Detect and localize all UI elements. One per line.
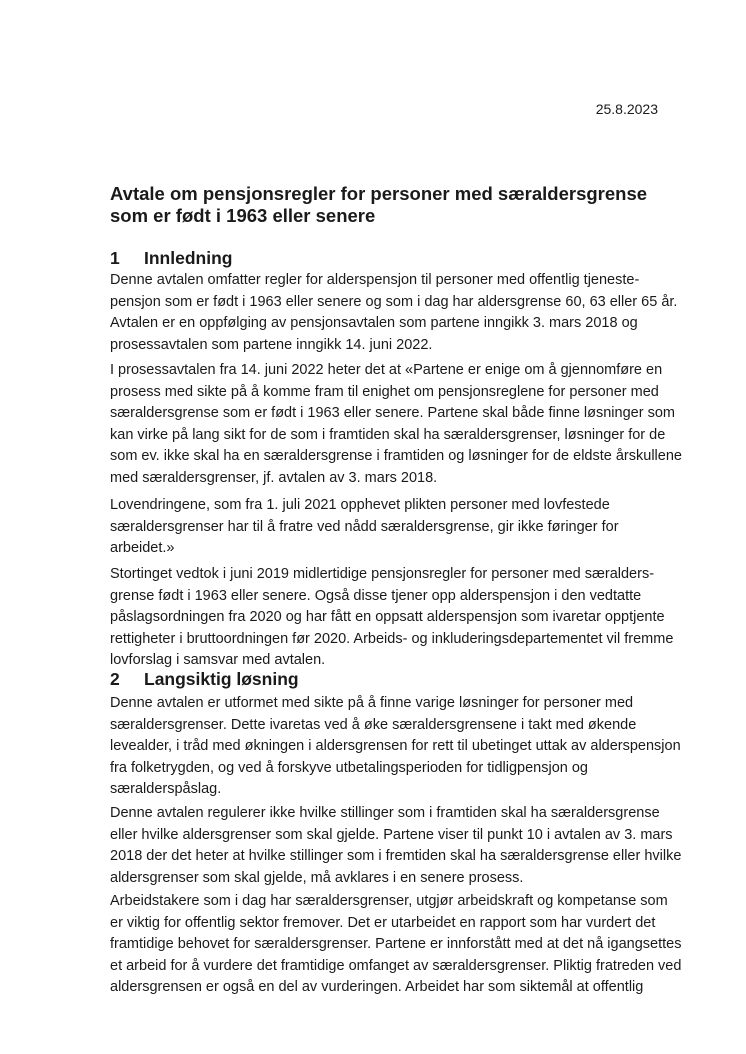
section-title: Langsiktig løsning	[144, 669, 299, 689]
document-date: 25.8.2023	[595, 101, 658, 117]
paragraph-line: påslagsordningen fra 2020 og har fått en oppsatt alderspensjon som ivaretar opptjente	[110, 609, 665, 625]
paragraph-line: Arbeidstakere som i dag har særaldersgrenser, utgjør arbeidskraft og kompetanse som	[110, 893, 668, 909]
paragraph	[110, 564, 674, 672]
paragraph	[110, 693, 681, 801]
paragraph-line: med særaldersgrenser, jf. avtalen av 3. mars 2018.	[110, 469, 438, 486]
paragraph-line: prosessavtalen som partene inngikk 14. juni 2022.	[110, 336, 433, 353]
title-line: Avtale om pensjonsregler for personer med særaldersgrense	[110, 183, 648, 204]
paragraph-line: Lovendringene, som fra 1. juli 2021 opphevet plikten personer med lovfestede	[110, 497, 610, 513]
paragraph-line: rettigheter i bruttoordningen før 2020. Arbeids- og inkluderingsdepartementet vil fremme	[110, 630, 674, 647]
paragraph-line: pensjon som er født i 1963 eller senere og som i dag har aldersgrense 60, 63 eller 65 år.	[110, 293, 678, 310]
paragraph-line: framtidige behovet for særaldersgrenser. Partene er innforstått med at det nå igangsettes	[110, 936, 682, 952]
paragraph-line: fra folketrygden, og ved å forskyve utbetalingsperioden for tidligpensjon og	[110, 759, 588, 776]
paragraph-line: særalderspåslag.	[110, 781, 222, 797]
section-number: 1	[110, 248, 120, 268]
paragraph-line: Denne avtalen er utformet med sikte på å finne varige løsninger for personer med	[110, 695, 634, 711]
section-heading-langsiktig-losning	[110, 668, 299, 690]
paragraph	[110, 891, 682, 999]
paragraph-line: arbeidet.»	[110, 540, 175, 556]
paragraph-line: I prosessavtalen fra 14. juni 2022 heter det at «Partene er enige om å gjennomføre en	[110, 362, 663, 378]
paragraph-line: et arbeid for å vurdere det framtidige omfanget av særaldersgrenser. Pliktig fratreden ved	[110, 957, 682, 974]
paragraph-line: 2018 der det heter at hvilke stillinger som i fremtiden skal ha særaldersgrense eller hvilke	[110, 848, 682, 864]
paragraph-line: kan virke på lang sikt for de som i framtiden skal ha særaldersgrenser, løsninger for de	[110, 426, 666, 443]
paragraph-line: aldersgrenser som skal gjelde, må avklares i en senere prosess.	[110, 869, 524, 886]
paragraph-line: prosess med sikte på å komme fram til enighet om pensjonsreglene for personer med	[110, 383, 659, 400]
paragraph-line: Avtalen er en oppfølging av pensjonsavtalen som partene inngikk 3. mars 2018 og	[110, 315, 638, 331]
section-title: Innledning	[144, 248, 233, 268]
paragraph-line: grense født i 1963 eller senere. Også disse tjener opp alderspensjon i den vedtatte	[110, 587, 642, 604]
section-heading-innledning	[110, 247, 232, 269]
paragraph-line: eller hvilke aldersgrenser som skal gjelde. Partene viser til punkt 10 i avtalen av 3. mars	[110, 826, 673, 843]
paragraph-line: er viktig for offentlig sektor fremover. Det er utarbeidet en rapport som har vurdert det	[110, 914, 656, 931]
paragraph-line: aldersgrensen er også en del av vurderingen. Arbeidet har som siktemål at offentlig	[110, 979, 644, 995]
paragraph-line: lovforslag i samsvar med avtalen.	[110, 652, 326, 668]
paragraph	[110, 360, 682, 489]
paragraph-line: Denne avtalen omfatter regler for alderspensjon til personer med offentlig tjeneste-	[110, 272, 640, 288]
title-line: som er født i 1963 eller senere	[110, 205, 376, 226]
document-title	[110, 183, 670, 227]
paragraph-line: Stortinget vedtok i juni 2019 midlertidige pensjonsregler for personer med særalders-	[110, 566, 655, 582]
paragraph	[110, 803, 682, 889]
paragraph-line: særaldersgrenser har til å fratre ved nådd særaldersgrense, gir ikke føringer for	[110, 518, 619, 535]
paragraph-line: særaldersgrense som er født i 1963 eller senere. Partene skal både finne løsninger som	[110, 405, 675, 421]
paragraph-line: Denne avtalen regulerer ikke hvilke stillinger som i framtiden skal ha særaldersgrense	[110, 805, 660, 821]
paragraph-line: som ev. ikke skal ha en særaldersgrense i framtiden og løsninger for de eldste årskullene	[110, 448, 682, 464]
paragraph-line: levealder, i tråd med økningen i aldersgrensen for rett til ubetinget uttak av alderspensjon	[110, 738, 681, 754]
section-number: 2	[110, 669, 120, 689]
paragraph	[110, 495, 670, 560]
paragraph-line: særaldersgrenser. Dette ivaretas ved å øke særaldersgrensene i takt med økende	[110, 716, 637, 733]
paragraph	[110, 270, 678, 356]
